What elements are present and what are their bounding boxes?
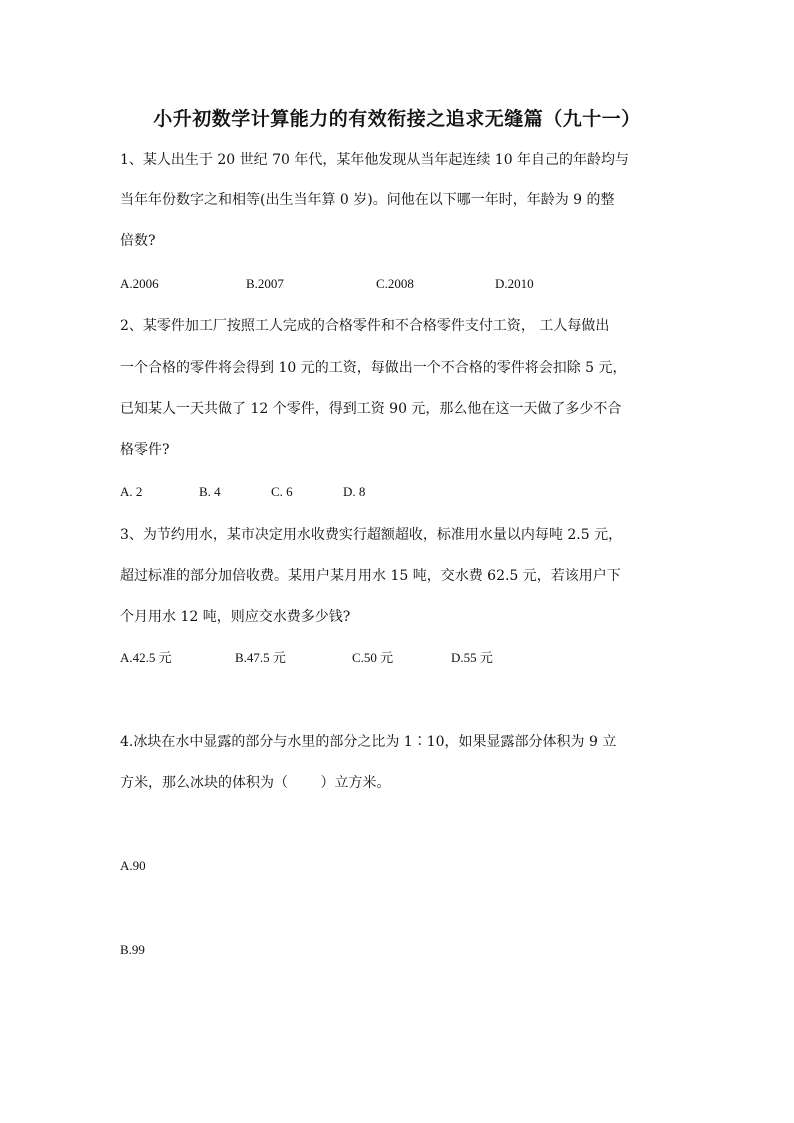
question-1-line-3: 倍数? xyxy=(120,233,156,249)
question-2-line-2: 一个合格的零件将会得到 10 元的工资，每做出一个不合格的零件将会扣除 5 元， xyxy=(120,360,627,376)
question-2-line-1: 2、某零件加工厂按照工人完成的合格零件和不合格零件支付工资， 工人每做出 xyxy=(120,318,610,334)
question-3-option-b: B.47.5 元 xyxy=(235,650,286,665)
question-2-line-4: 格零件? xyxy=(120,442,170,458)
question-1-option-a: A.2006 xyxy=(120,276,159,291)
question-1-line-2: 当年年份数字之和相等(出生当年算 0 岁)。问他在以下哪一年时，年龄为 9 的整 xyxy=(120,192,615,208)
question-2-option-a: A. 2 xyxy=(120,484,143,499)
question-2-option-d: D. 8 xyxy=(343,484,366,499)
question-2-option-b: B. 4 xyxy=(199,484,221,499)
question-4-option-a: A.90 xyxy=(120,858,146,873)
question-3-line-2: 超过标准的部分加倍收费。某用户某月用水 15 吨，交水费 62.5 元，若该用户下 xyxy=(120,568,621,584)
question-4-option-b: B.99 xyxy=(120,942,145,957)
question-3-option-a: A.42.5 元 xyxy=(120,650,172,665)
document-title: 小升初数学计算能力的有效衔接之追求无缝篇（九十一） xyxy=(153,108,641,130)
question-3-line-1: 3、为节约用水，某市决定用水收费实行超额超收，标准用水量以内每吨 2.5 元， xyxy=(120,527,623,543)
question-1-option-c: C.2008 xyxy=(376,276,414,291)
question-4-line-2: 方米，那么冰块的体积为（ ）立方米。 xyxy=(120,775,391,791)
question-2-line-3: 已知某人一天共做了 12 个零件，得到工资 90 元，那么他在这一天做了多少不合 xyxy=(120,401,622,417)
question-3-option-d: D.55 元 xyxy=(451,650,493,665)
question-3-option-c: C.50 元 xyxy=(352,650,394,665)
question-3-line-3: 个月用水 12 吨，则应交水费多少钱? xyxy=(120,609,351,625)
question-1-line-1: 1、某人出生于 20 世纪 70 年代，某年他发现从当年起连续 10 年自己的年龄均与 xyxy=(120,152,630,168)
question-1-option-d: D.2010 xyxy=(495,276,534,291)
question-1-option-b: B.2007 xyxy=(246,276,284,291)
question-4-line-1: 4.冰块在水中显露的部分与水里的部分之比为 1∶10，如果显露部分体积为 9 立 xyxy=(120,734,617,750)
question-2-option-c: C. 6 xyxy=(271,484,293,499)
